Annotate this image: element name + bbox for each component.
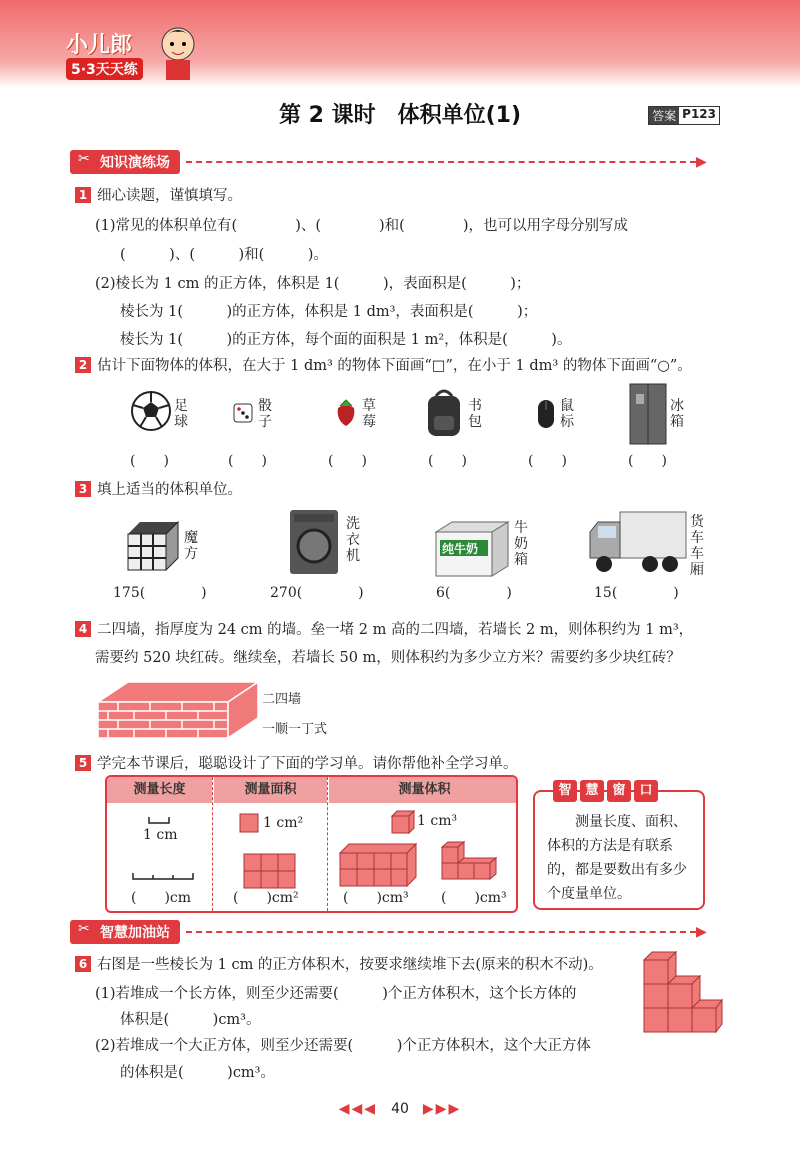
wisdom-text: 测量长度、面积、体积的方法是有联系的，都是要数出有多少个度量单位。 xyxy=(547,814,687,902)
area-grid-icon xyxy=(243,853,297,889)
next-arrows-icon: ▶▶▶ xyxy=(422,1101,462,1117)
question-3 xyxy=(75,478,242,499)
truck-icon xyxy=(584,508,688,576)
wisdom-window-box xyxy=(533,790,705,910)
item-label: 骰子 xyxy=(258,398,272,430)
q1-line-2: ( )、( )和( )。 xyxy=(120,247,328,263)
question-stem: 填上适当的体积单位。 xyxy=(97,482,242,498)
q1-line-3: (2)棱长为 1 cm 的正方体，体积是 1( )，表面积是( )； xyxy=(95,276,531,292)
area-blank[interactable]: ( )cm² xyxy=(233,890,299,906)
page-title: 第 2 课时 体积单位(1) xyxy=(278,103,522,128)
stair-blocks-icon xyxy=(441,841,499,887)
item-label: 冰箱 xyxy=(670,398,684,430)
q1-line-1: (1)常见的体积单位有( )、( )和( )，也可以用字母分别写成 xyxy=(95,218,628,234)
question-2 xyxy=(75,354,692,375)
q6-line-2: 体积是( )cm³。 xyxy=(120,1012,261,1028)
item-label: 洗衣机 xyxy=(346,516,360,564)
strawberry-icon xyxy=(334,398,358,428)
brand-series: 5·3天天练 xyxy=(66,58,143,80)
q4-line-1: 二四墙，指厚度为 24 cm 的墙。垒一堵 2 m 高的二四墙，若墙长 2 m，则体积约为 1 m³， xyxy=(97,622,694,638)
question-4 xyxy=(75,618,693,639)
question-stem: 学完本节课后，聪聪设计了下面的学习单。请你帮他补全学习单。 xyxy=(97,756,518,772)
volume-blank-1[interactable]: ( )cm³ xyxy=(343,890,409,906)
question-number: 4 xyxy=(75,621,91,637)
page-number: 40 xyxy=(391,1101,409,1117)
area-unit: 1 cm² xyxy=(263,815,304,831)
backpack-icon xyxy=(424,386,464,440)
page-footer xyxy=(0,1098,800,1118)
header-volume: 测量体积 xyxy=(329,777,518,803)
arrow-icon: ▶ xyxy=(696,154,707,170)
unit-blank[interactable]: 270( ) xyxy=(270,585,364,601)
wall-label-thickness: 二四墙 xyxy=(262,692,302,707)
unit-segment-icon xyxy=(147,815,171,825)
answer-page: P123 xyxy=(682,107,716,121)
q4-line-2: 需要约 520 块红砖。继续垒，若墙长 50 m，则体积约为多少立方米？需要约多少块红砖？ xyxy=(95,650,681,666)
title-char: 智 xyxy=(553,780,577,802)
question-stem: 右图是一些棱长为 1 cm 的正方体积木，按要求继续堆下去(原来的积木不动)。 xyxy=(97,957,603,973)
cuboid-blocks-icon xyxy=(339,843,417,887)
rubiks-cube-icon xyxy=(124,520,180,572)
item-label: 书包 xyxy=(468,398,482,430)
question-number: 6 xyxy=(75,956,91,972)
question-5 xyxy=(75,752,518,773)
question-1 xyxy=(75,184,242,205)
question-stem: 细心读题，谨慎填写。 xyxy=(97,188,242,204)
fridge-icon xyxy=(628,382,668,446)
unit-square-icon xyxy=(239,813,259,833)
soccer-ball-icon xyxy=(130,390,172,432)
unit-blank[interactable]: 15( ) xyxy=(594,585,679,601)
unit-cube-icon xyxy=(391,810,415,834)
volume-unit: 1 cm³ xyxy=(417,813,458,829)
column-divider xyxy=(212,777,213,911)
brick-wall-diagram xyxy=(98,672,268,740)
item-label: 货车车厢 xyxy=(690,514,704,578)
question-stem: 估计下面物体的体积，在大于 1 dm³ 的物体下面画“□”，在小于 1 dm³ 的物体下面画“○”。 xyxy=(97,358,692,374)
answer-blank[interactable]: ( ) xyxy=(628,453,667,469)
answer-blank[interactable]: ( ) xyxy=(428,453,467,469)
question-number: 1 xyxy=(75,187,91,203)
answer-blank[interactable]: ( ) xyxy=(528,453,567,469)
answer-reference xyxy=(648,106,720,125)
header-length: 测量长度 xyxy=(107,777,212,803)
length-blank[interactable]: ( )cm xyxy=(131,890,192,906)
answer-blank[interactable]: ( ) xyxy=(130,453,169,469)
section-label: ✂ 知识演练场 xyxy=(70,150,180,174)
washing-machine-icon xyxy=(288,508,340,576)
question-number: 5 xyxy=(75,755,91,771)
unit-blank[interactable]: 6( ) xyxy=(436,585,512,601)
title-char: 慧 xyxy=(580,780,604,802)
item-label: 牛奶箱 xyxy=(514,520,528,568)
unit-blank[interactable]: 175( ) xyxy=(113,585,207,601)
dashed-divider xyxy=(186,161,696,163)
stacked-cubes-figure xyxy=(642,946,724,1036)
study-sheet-table xyxy=(105,775,518,913)
question-6 xyxy=(75,953,603,974)
title-char: 窗 xyxy=(607,780,631,802)
brand-logo xyxy=(58,22,188,86)
dashed-divider xyxy=(186,931,696,933)
wisdom-window-title xyxy=(553,780,658,802)
q6-line-1: (1)若堆成一个长方体，则至少还需要( )个正方体积木，这个长方体的 xyxy=(95,986,577,1002)
title-char: 口 xyxy=(634,780,658,802)
q1-line-4: 棱长为 1( )的正方体，体积是 1 dm³，表面积是( )； xyxy=(120,304,538,320)
item-label: 鼠标 xyxy=(560,398,574,430)
mascot-icon xyxy=(158,22,198,82)
item-label: 草莓 xyxy=(362,398,376,430)
answer-blank[interactable]: ( ) xyxy=(228,453,267,469)
section-banner-practice xyxy=(70,150,707,174)
q6-line-3: (2)若堆成一个大正方体，则至少还需要( )个正方体积木，这个大正方体 xyxy=(95,1038,591,1054)
item-label: 魔方 xyxy=(184,530,198,562)
brand-name: 小儿郎 xyxy=(66,33,133,58)
answer-blank[interactable]: ( ) xyxy=(328,453,367,469)
question-number: 2 xyxy=(75,357,91,373)
ruler-segment-icon xyxy=(131,871,195,881)
dice-icon xyxy=(232,402,254,424)
section-label: ✂ 智慧加油站 xyxy=(70,920,180,944)
arrow-icon: ▶ xyxy=(696,924,707,940)
q6-line-4: 的体积是( )cm³。 xyxy=(120,1065,275,1081)
column-divider xyxy=(327,777,328,911)
wall-label-pattern: 一顺一丁式 xyxy=(262,722,328,737)
section-banner-challenge xyxy=(70,920,707,944)
item-label: 足球 xyxy=(174,398,188,430)
header-area: 测量面积 xyxy=(214,777,327,803)
prev-arrows-icon: ◀◀◀ xyxy=(338,1101,378,1117)
volume-blank-2[interactable]: ( )cm³ xyxy=(441,890,507,906)
length-unit: 1 cm xyxy=(143,827,178,843)
mouse-icon xyxy=(536,398,556,430)
question-number: 3 xyxy=(75,481,91,497)
milk-box-text: 纯牛奶 xyxy=(442,542,479,556)
answer-tag: 答案 xyxy=(649,107,679,124)
q1-line-5: 棱长为 1( )的正方体，每个面的面积是 1 m²，体积是( )。 xyxy=(120,332,572,348)
